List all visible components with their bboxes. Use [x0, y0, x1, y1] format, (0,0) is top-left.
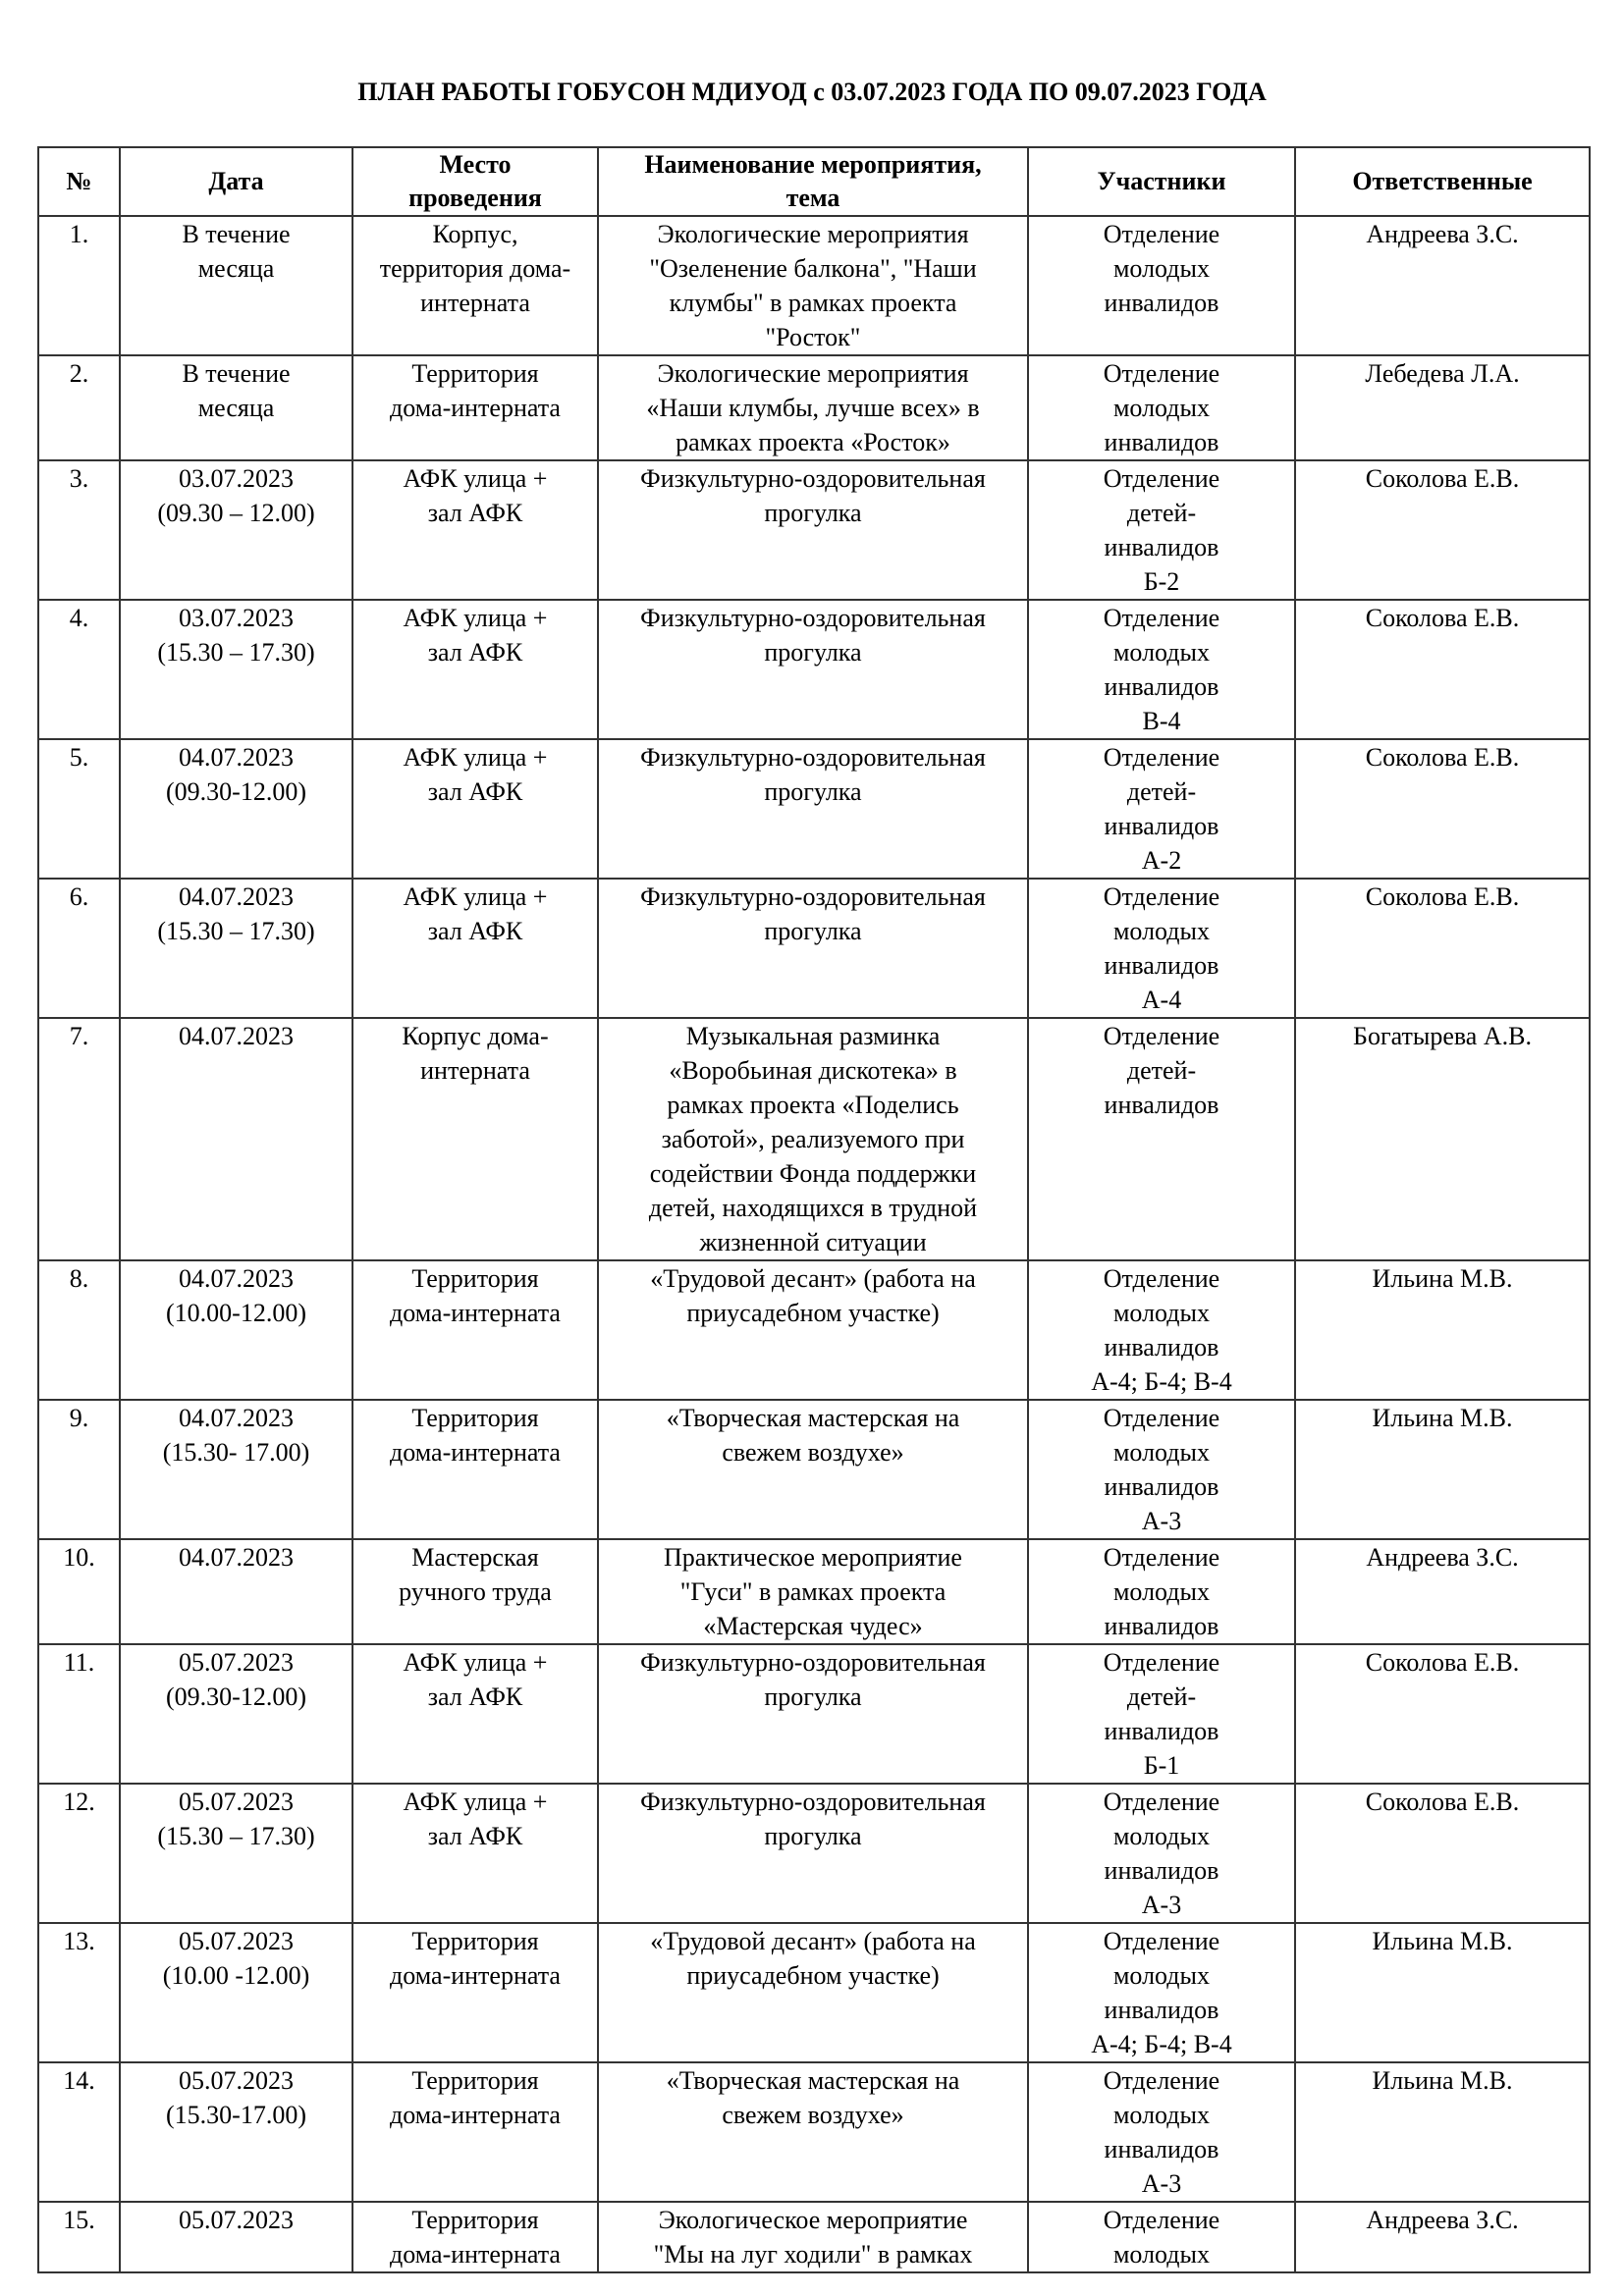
header-place-line: Место [439, 150, 512, 179]
cell-participants-line: Отделение [1103, 1543, 1220, 1572]
cell-event-line: содействии Фонда поддержки [649, 1159, 977, 1188]
cell-participants-line: А-4; Б-4; В-4 [1091, 2030, 1232, 2058]
cell-event-line: Физкультурно-оздоровительная [640, 464, 986, 493]
cell-responsible: Соколова Е.В. [1295, 879, 1590, 1018]
cell-event-line: «Трудовой десант» (работа на [650, 1927, 976, 1955]
cell-num: 10. [38, 1539, 120, 1644]
cell-participants-line: инвалидов [1104, 1856, 1219, 1885]
cell-date [120, 216, 352, 355]
cell-num: 3. [38, 460, 120, 600]
cell-date-line: (09.30-12.00) [166, 777, 306, 806]
cell-participants-line: Отделение [1103, 882, 1220, 911]
cell-event [598, 2202, 1028, 2272]
cell-event-line: Практическое мероприятие [664, 1543, 962, 1572]
cell-num: 5. [38, 739, 120, 879]
cell-place-line: зал АФК [427, 499, 523, 527]
cell-event-line: приусадебном участке) [686, 1299, 940, 1327]
cell-event-line: Экологическое мероприятие [658, 2206, 968, 2234]
cell-event-line: Физкультурно-оздоровительная [640, 743, 986, 772]
cell-event-line: Физкультурно-оздоровительная [640, 1788, 986, 1816]
table-row [38, 1923, 1590, 2062]
cell-place-line: дома-интерната [390, 2240, 561, 2269]
cell-participants-line: А-3 [1141, 1891, 1182, 1919]
cell-date [120, 1400, 352, 1539]
cell-place-line: интерната [420, 1056, 530, 1085]
header-row [38, 147, 1590, 216]
cell-responsible: Лебедева Л.А. [1295, 355, 1590, 460]
cell-event-line: Экологические мероприятия [657, 359, 969, 388]
table-row [38, 739, 1590, 879]
cell-participants-line: инвалидов [1104, 672, 1219, 701]
cell-responsible: Соколова Е.В. [1295, 1644, 1590, 1784]
cell-participants [1028, 2202, 1295, 2272]
cell-num: 6. [38, 879, 120, 1018]
cell-responsible: Андреева З.С. [1295, 216, 1590, 355]
cell-date-line: (10.00-12.00) [166, 1299, 306, 1327]
cell-participants-line: А-4; Б-4; В-4 [1091, 1367, 1232, 1396]
cell-responsible: Соколова Е.В. [1295, 1784, 1590, 1923]
cell-place [352, 879, 598, 1018]
cell-place-line: зал АФК [427, 917, 523, 945]
cell-participants-line: инвалидов [1104, 1333, 1219, 1362]
table-row [38, 879, 1590, 1018]
cell-participants [1028, 1923, 1295, 2062]
cell-place-line: АФК улица + [403, 882, 548, 911]
cell-event-line: клумбы" в рамках проекта [669, 289, 957, 317]
cell-num: 12. [38, 1784, 120, 1923]
cell-place-line: дома-интерната [390, 2101, 561, 2129]
cell-date [120, 1539, 352, 1644]
cell-participants-line: молодых [1112, 254, 1211, 283]
cell-participants-line: инвалидов [1104, 812, 1219, 840]
cell-participants [1028, 879, 1295, 1018]
cell-participants-line: детей- [1126, 777, 1197, 806]
cell-date-line: 05.07.2023 [179, 1648, 294, 1677]
cell-place [352, 1539, 598, 1644]
cell-place [352, 1923, 598, 2062]
cell-participants-line: Отделение [1103, 1927, 1220, 1955]
cell-participants-line: молодых [1112, 2101, 1211, 2129]
cell-place [352, 2202, 598, 2272]
cell-responsible: Андреева З.С. [1295, 2202, 1590, 2272]
cell-place [352, 1644, 598, 1784]
cell-participants [1028, 1260, 1295, 1400]
cell-place-line: дома-интерната [390, 394, 561, 422]
cell-place [352, 355, 598, 460]
cell-event-line: прогулка [764, 499, 862, 527]
cell-responsible: Ильина М.В. [1295, 1260, 1590, 1400]
cell-place-line: дома-интерната [390, 1438, 561, 1467]
cell-num: 1. [38, 216, 120, 355]
cell-event-line: «Творческая мастерская на [666, 2066, 960, 2095]
cell-responsible: Богатырева А.В. [1295, 1018, 1590, 1260]
cell-responsible: Соколова Е.В. [1295, 739, 1590, 879]
table-row [38, 460, 1590, 600]
cell-place-line: Территория [411, 2066, 539, 2095]
cell-date [120, 1923, 352, 2062]
cell-place-line: Территория [411, 1404, 539, 1432]
cell-participants-line: инвалидов [1104, 428, 1219, 456]
cell-participants-line: инвалидов [1104, 951, 1219, 980]
cell-event [598, 1644, 1028, 1784]
cell-num: 11. [38, 1644, 120, 1784]
cell-date-line: 04.07.2023 [179, 1022, 294, 1050]
cell-event-line: прогулка [764, 1682, 862, 1711]
cell-participants [1028, 2062, 1295, 2202]
cell-place-line: АФК улица + [403, 464, 548, 493]
cell-date-line: месяца [197, 394, 275, 422]
cell-date-line: 05.07.2023 [179, 2066, 294, 2095]
cell-responsible: Ильина М.В. [1295, 1923, 1590, 2062]
cell-responsible: Ильина М.В. [1295, 2062, 1590, 2202]
cell-participants-line: детей- [1126, 1682, 1197, 1711]
cell-date-line: В течение [182, 359, 291, 388]
cell-event-line: Физкультурно-оздоровительная [640, 604, 986, 632]
cell-participants-line: Отделение [1103, 1022, 1220, 1050]
cell-event-line: прогулка [764, 777, 862, 806]
cell-place [352, 600, 598, 739]
cell-event [598, 2062, 1028, 2202]
cell-event-line: "Мы на луг ходили" в рамках [653, 2240, 973, 2269]
cell-place-line: зал АФК [427, 1682, 523, 1711]
cell-date [120, 355, 352, 460]
cell-event-line: рамках проекта «Поделись [667, 1091, 959, 1119]
cell-event [598, 1923, 1028, 2062]
cell-event [598, 1018, 1028, 1260]
cell-participants-line: молодых [1112, 1577, 1211, 1606]
cell-place-line: Территория [411, 1264, 539, 1293]
cell-place-line: территория дома- [379, 254, 571, 283]
cell-place-line: зал АФК [427, 777, 523, 806]
cell-event-line: Физкультурно-оздоровительная [640, 1648, 986, 1677]
cell-place-line: Территория [411, 1927, 539, 1955]
cell-date-line: 04.07.2023 [179, 882, 294, 911]
cell-date [120, 1784, 352, 1923]
cell-participants [1028, 739, 1295, 879]
cell-place-line: дома-интерната [390, 1299, 561, 1327]
cell-date [120, 1644, 352, 1784]
cell-participants-line: молодых [1112, 1961, 1211, 1990]
cell-event [598, 216, 1028, 355]
cell-date-line: 05.07.2023 [179, 2206, 294, 2234]
cell-event-line: приусадебном участке) [686, 1961, 940, 1990]
cell-participants [1028, 1644, 1295, 1784]
cell-event-line: прогулка [764, 1822, 862, 1850]
table-row [38, 1644, 1590, 1784]
cell-participants-line: Отделение [1103, 1788, 1220, 1816]
cell-place-line: АФК улица + [403, 743, 548, 772]
cell-place [352, 1784, 598, 1923]
header-date: Дата [120, 147, 352, 216]
cell-num: 15. [38, 2202, 120, 2272]
table-row [38, 1400, 1590, 1539]
table-row [38, 216, 1590, 355]
header-responsible: Ответственные [1295, 147, 1590, 216]
table-row [38, 1539, 1590, 1644]
cell-place-line: Корпус, [432, 220, 518, 248]
cell-participants [1028, 1018, 1295, 1260]
cell-event-line: свежем воздухе» [722, 2101, 904, 2129]
cell-date-line: 03.07.2023 [179, 604, 294, 632]
header-num: № [38, 147, 120, 216]
cell-participants [1028, 1539, 1295, 1644]
cell-date [120, 739, 352, 879]
cell-place [352, 2062, 598, 2202]
cell-date-line: (10.00 -12.00) [162, 1961, 310, 1990]
cell-date [120, 2062, 352, 2202]
cell-date-line: (15.30 – 17.30) [157, 638, 315, 667]
cell-participants-line: А-3 [1141, 1507, 1182, 1535]
table-row [38, 1018, 1590, 1260]
cell-event-line: заботой», реализуемого при [661, 1125, 965, 1153]
cell-place-line: ручного труда [399, 1577, 552, 1606]
cell-event [598, 460, 1028, 600]
cell-responsible: Соколова Е.В. [1295, 600, 1590, 739]
header-event-line: Наименование мероприятия, [644, 150, 982, 179]
cell-participants [1028, 216, 1295, 355]
cell-participants-line: молодых [1112, 2240, 1211, 2269]
cell-place-line: АФК улица + [403, 604, 548, 632]
header-event-line: тема [785, 184, 840, 212]
cell-participants [1028, 1784, 1295, 1923]
cell-place [352, 1260, 598, 1400]
cell-participants-line: молодых [1112, 1299, 1211, 1327]
cell-date [120, 2202, 352, 2272]
work-plan-table [37, 146, 1591, 2273]
cell-event-line: «Творческая мастерская на [666, 1404, 960, 1432]
cell-participants-line: детей- [1126, 499, 1197, 527]
cell-place-line: Территория [411, 2206, 539, 2234]
cell-date [120, 1260, 352, 1400]
cell-participants-line: Б-1 [1143, 1751, 1180, 1780]
cell-event-line: «Воробьиная дискотека» в [669, 1056, 957, 1085]
cell-event [598, 600, 1028, 739]
cell-date-line: (15.30- 17.00) [162, 1438, 310, 1467]
cell-participants-line: Отделение [1103, 359, 1220, 388]
cell-participants-line: молодых [1112, 1822, 1211, 1850]
cell-participants-line: инвалидов [1104, 1717, 1219, 1745]
cell-place [352, 1400, 598, 1539]
cell-participants [1028, 600, 1295, 739]
cell-participants [1028, 355, 1295, 460]
cell-event [598, 739, 1028, 879]
table-row [38, 1260, 1590, 1400]
header-place-line: проведения [408, 184, 542, 212]
cell-num: 9. [38, 1400, 120, 1539]
cell-participants-line: А-4 [1141, 986, 1182, 1014]
table-row [38, 1784, 1590, 1923]
cell-participants-line: молодых [1112, 394, 1211, 422]
cell-date-line: 05.07.2023 [179, 1927, 294, 1955]
header-event [598, 147, 1028, 216]
cell-event-line: "Гуси" в рамках проекта [679, 1577, 947, 1606]
cell-event-line: "Росток" [765, 323, 861, 351]
table-body [38, 216, 1590, 2272]
cell-event-line: "Озеленение балкона", "Наши [649, 254, 977, 283]
cell-event-line: рамках проекта «Росток» [676, 428, 950, 456]
cell-event-line: свежем воздухе» [722, 1438, 904, 1467]
cell-participants [1028, 460, 1295, 600]
table-row [38, 2202, 1590, 2272]
cell-participants-line: молодых [1112, 1438, 1211, 1467]
cell-participants-line: А-2 [1141, 846, 1182, 875]
cell-participants-line: инвалидов [1104, 533, 1219, 561]
cell-date-line: 03.07.2023 [179, 464, 294, 493]
cell-participants-line: А-3 [1141, 2169, 1182, 2198]
cell-participants-line: Отделение [1103, 604, 1220, 632]
header-participants: Участники [1028, 147, 1295, 216]
cell-date-line: (09.30 – 12.00) [157, 499, 315, 527]
cell-place [352, 460, 598, 600]
cell-participants-line: Отделение [1103, 1404, 1220, 1432]
cell-place-line: Территория [411, 359, 539, 388]
cell-participants-line: Б-2 [1143, 567, 1180, 596]
cell-event [598, 355, 1028, 460]
cell-date-line: (15.30 – 17.30) [157, 1822, 315, 1850]
cell-place-line: АФК улица + [403, 1648, 548, 1677]
cell-place-line: Мастерская [411, 1543, 539, 1572]
cell-date-line: 04.07.2023 [179, 1543, 294, 1572]
cell-participants-line: Отделение [1103, 2206, 1220, 2234]
cell-date-line: (15.30 – 17.30) [157, 917, 315, 945]
cell-date-line: (15.30-17.00) [166, 2101, 306, 2129]
cell-event-line: Экологические мероприятия [657, 220, 969, 248]
table-row [38, 600, 1590, 739]
cell-participants-line: инвалидов [1104, 2135, 1219, 2163]
table-row [38, 355, 1590, 460]
cell-place-line: АФК улица + [403, 1788, 548, 1816]
cell-participants-line: В-4 [1142, 707, 1181, 735]
cell-participants-line: инвалидов [1104, 1091, 1219, 1119]
header-place [352, 147, 598, 216]
cell-date-line: 04.07.2023 [179, 1264, 294, 1293]
cell-event [598, 1539, 1028, 1644]
cell-place-line: зал АФК [427, 1822, 523, 1850]
cell-participants-line: детей- [1126, 1056, 1197, 1085]
cell-event [598, 1400, 1028, 1539]
cell-num: 4. [38, 600, 120, 739]
cell-responsible: Андреева З.С. [1295, 1539, 1590, 1644]
cell-participants-line: Отделение [1103, 220, 1220, 248]
table-row [38, 2062, 1590, 2202]
cell-num: 14. [38, 2062, 120, 2202]
cell-event-line: Музыкальная разминка [685, 1022, 941, 1050]
cell-date [120, 460, 352, 600]
cell-num: 8. [38, 1260, 120, 1400]
cell-date-line: 04.07.2023 [179, 1404, 294, 1432]
cell-place [352, 216, 598, 355]
cell-place-line: Корпус дома- [402, 1022, 549, 1050]
cell-event-line: Физкультурно-оздоровительная [640, 882, 986, 911]
cell-responsible: Соколова Е.В. [1295, 460, 1590, 600]
cell-place-line: дома-интерната [390, 1961, 561, 1990]
cell-num: 2. [38, 355, 120, 460]
cell-participants-line: инвалидов [1104, 289, 1219, 317]
cell-responsible: Ильина М.В. [1295, 1400, 1590, 1539]
cell-participants-line: Отделение [1103, 1264, 1220, 1293]
cell-num: 13. [38, 1923, 120, 2062]
cell-date-line: месяца [197, 254, 275, 283]
cell-date-line: В течение [182, 220, 291, 248]
cell-participants-line: инвалидов [1104, 1996, 1219, 2024]
cell-event-line: «Наши клумбы, лучше всех» в [646, 394, 980, 422]
cell-participants [1028, 1400, 1295, 1539]
cell-participants-line: инвалидов [1104, 1612, 1219, 1640]
cell-participants-line: молодых [1112, 917, 1211, 945]
cell-event [598, 1784, 1028, 1923]
cell-date [120, 1018, 352, 1260]
cell-date [120, 879, 352, 1018]
cell-participants-line: молодых [1112, 638, 1211, 667]
cell-event-line: детей, находящихся в трудной [648, 1194, 978, 1222]
cell-place [352, 739, 598, 879]
cell-place [352, 1018, 598, 1260]
cell-event-line: жизненной ситуации [699, 1228, 927, 1256]
cell-date-line: 05.07.2023 [179, 1788, 294, 1816]
cell-participants-line: Отделение [1103, 464, 1220, 493]
cell-participants-line: инвалидов [1104, 1472, 1219, 1501]
cell-event [598, 879, 1028, 1018]
cell-participants-line: Отделение [1103, 1648, 1220, 1677]
cell-place-line: интерната [420, 289, 530, 317]
cell-participants-line: Отделение [1103, 743, 1220, 772]
cell-event-line: прогулка [764, 638, 862, 667]
cell-date-line: (09.30-12.00) [166, 1682, 306, 1711]
cell-event-line: «Трудовой десант» (работа на [650, 1264, 976, 1293]
cell-date-line: 04.07.2023 [179, 743, 294, 772]
cell-event [598, 1260, 1028, 1400]
cell-event-line: прогулка [764, 917, 862, 945]
cell-date [120, 600, 352, 739]
cell-participants-line: Отделение [1103, 2066, 1220, 2095]
cell-place-line: зал АФК [427, 638, 523, 667]
cell-num: 7. [38, 1018, 120, 1260]
cell-event-line: «Мастерская чудес» [703, 1612, 923, 1640]
page-title: ПЛАН РАБОТЫ ГОБУСОН МДИУОД с 03.07.2023 ГОДА ПО 09.07.2023 ГОДА [357, 78, 1267, 106]
